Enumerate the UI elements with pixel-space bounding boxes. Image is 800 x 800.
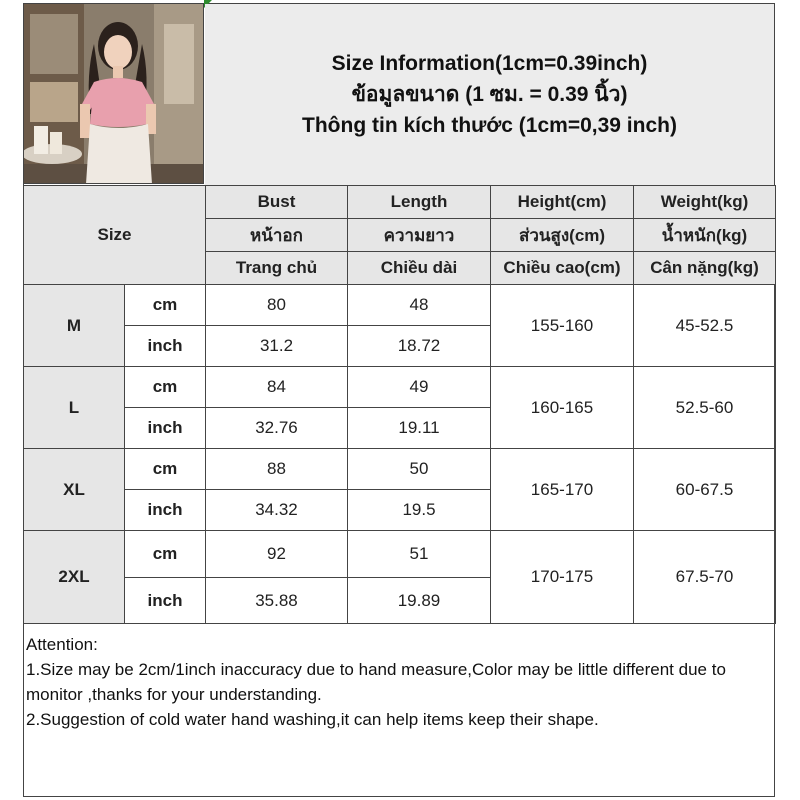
height-range-value: 160-165 [491, 367, 634, 449]
height-range-value: 170-175 [491, 531, 634, 624]
weight-range-value: 45-52.5 [634, 285, 776, 367]
header-title-vi: Thông tin kích thước (1cm=0,39 inch) [302, 114, 677, 137]
length-cm-value: 49 [348, 367, 491, 408]
header-title-en: Size Information(1cm=0.39inch) [331, 52, 648, 75]
bust-inch-value: 35.88 [206, 578, 348, 624]
note-item: 1.Size may be 2cm/1inch inaccuracy due to hand measure,Color may be little different due to monitor ,thanks for your understanding. [26, 660, 726, 704]
weight-range-value: 52.5-60 [634, 367, 776, 449]
length-header-vi: Chiều dài [348, 252, 491, 285]
unit-cm-label: cm [125, 367, 206, 408]
bust-cm-value: 88 [206, 449, 348, 490]
header-title-th: ข้อมูลขนาด (1 ซม. = 0.39 นิ้ว) [351, 83, 628, 106]
bust-header-th: หน้าอก [206, 219, 348, 252]
size-table [23, 185, 776, 624]
size-info-header [205, 4, 774, 186]
product-photo [24, 4, 204, 184]
bust-cm-value: 84 [206, 367, 348, 408]
size-column-header: Size [24, 186, 206, 285]
table-row [24, 449, 776, 490]
unit-inch-label: inch [125, 578, 206, 624]
length-inch-value: 19.11 [348, 408, 491, 449]
length-inch-value: 19.89 [348, 578, 491, 624]
bust-inch-value: 34.32 [206, 490, 348, 531]
unit-inch-label: inch [125, 490, 206, 531]
unit-inch-label: inch [125, 408, 206, 449]
size-label-l: L [24, 367, 125, 449]
weight-header-vi: Cân nặng(kg) [634, 252, 776, 285]
length-cm-value: 50 [348, 449, 491, 490]
bust-inch-value: 31.2 [206, 326, 348, 367]
bust-header-vi: Trang chủ [206, 252, 348, 285]
length-cm-value: 51 [348, 531, 491, 578]
table-row [24, 285, 776, 326]
table-row [24, 367, 776, 408]
attention-notes [26, 632, 771, 732]
size-label-xl: XL [24, 449, 125, 531]
unit-cm-label: cm [125, 531, 206, 578]
note-item: 2.Suggestion of cold water hand washing,it can help items keep their shape. [26, 710, 599, 729]
unit-cm-label: cm [125, 449, 206, 490]
weight-header-en: Weight(kg) [634, 186, 776, 219]
height-range-value: 155-160 [491, 285, 634, 367]
bust-inch-value: 32.76 [206, 408, 348, 449]
weight-range-value: 60-67.5 [634, 449, 776, 531]
weight-header-th: น้ำหนัก(kg) [634, 219, 776, 252]
size-label-2xl: 2XL [24, 531, 125, 624]
table-row [24, 531, 776, 578]
notes-title: Attention: [26, 635, 98, 654]
size-label-m: M [24, 285, 125, 367]
height-header-en: Height(cm) [491, 186, 634, 219]
height-range-value: 165-170 [491, 449, 634, 531]
bust-header-en: Bust [206, 186, 348, 219]
height-header-vi: Chiều cao(cm) [491, 252, 634, 285]
length-cm-value: 48 [348, 285, 491, 326]
length-inch-value: 18.72 [348, 326, 491, 367]
length-inch-value: 19.5 [348, 490, 491, 531]
length-header-en: Length [348, 186, 491, 219]
length-header-th: ความยาว [348, 219, 491, 252]
unit-inch-label: inch [125, 326, 206, 367]
weight-range-value: 67.5-70 [634, 531, 776, 624]
height-header-th: ส่วนสูง(cm) [491, 219, 634, 252]
bust-cm-value: 80 [206, 285, 348, 326]
bust-cm-value: 92 [206, 531, 348, 578]
model-photo-illustration [24, 4, 204, 184]
unit-cm-label: cm [125, 285, 206, 326]
